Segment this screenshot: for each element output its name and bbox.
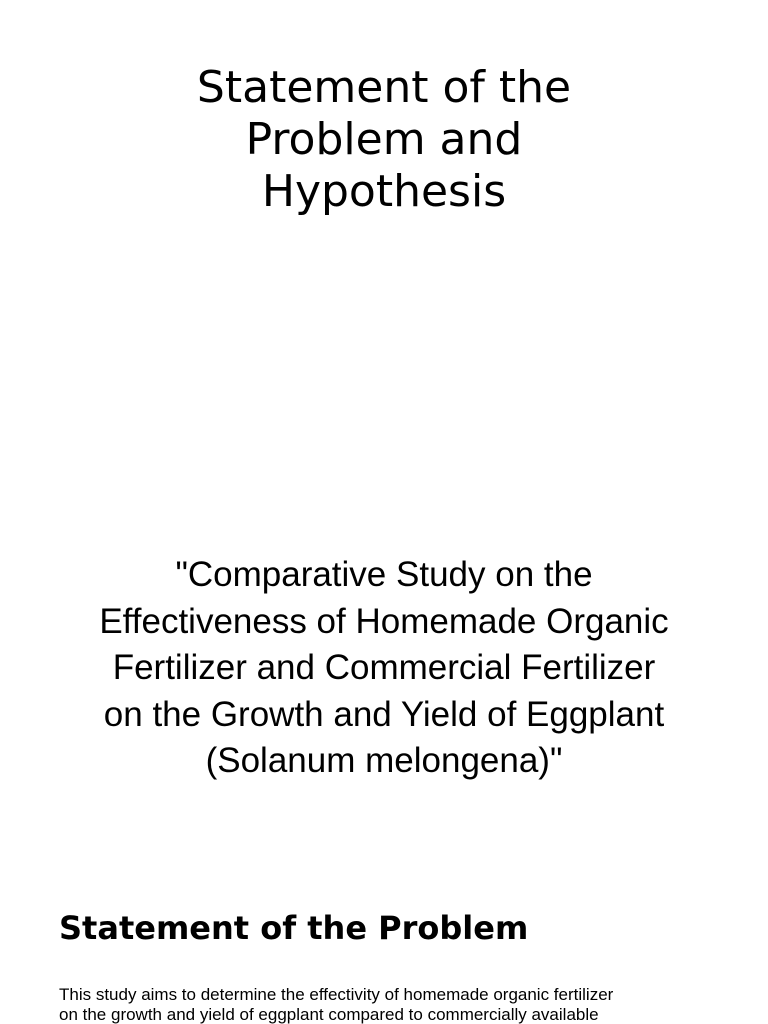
- study-title-line-3: Fertilizer and Commercial Fertilizer: [112, 648, 656, 687]
- study-title-line-1: "Comparative Study on the: [175, 555, 593, 594]
- section-body-line-1: This study aims to determine the effectivity of homemade organic fertilizer: [59, 985, 614, 1004]
- section-heading: Statement of the Problem: [59, 909, 529, 947]
- study-title: [0, 552, 768, 785]
- title-line-3: Hypothesis: [261, 166, 507, 217]
- study-title-line-4: on the Growth and Yield of Eggplant: [103, 694, 665, 734]
- study-title-line-5: (Solanum melongena)": [205, 741, 563, 780]
- title-line-1: Statement of the: [196, 62, 572, 113]
- page-title: [0, 62, 768, 218]
- title-line-2: Problem and: [245, 114, 523, 165]
- study-title-line-2: Effectiveness of Homemade Organic: [99, 601, 669, 641]
- section-body: [59, 985, 613, 1024]
- section-body-line-2: on the growth and yield of eggplant compared to commercially available: [59, 1005, 599, 1024]
